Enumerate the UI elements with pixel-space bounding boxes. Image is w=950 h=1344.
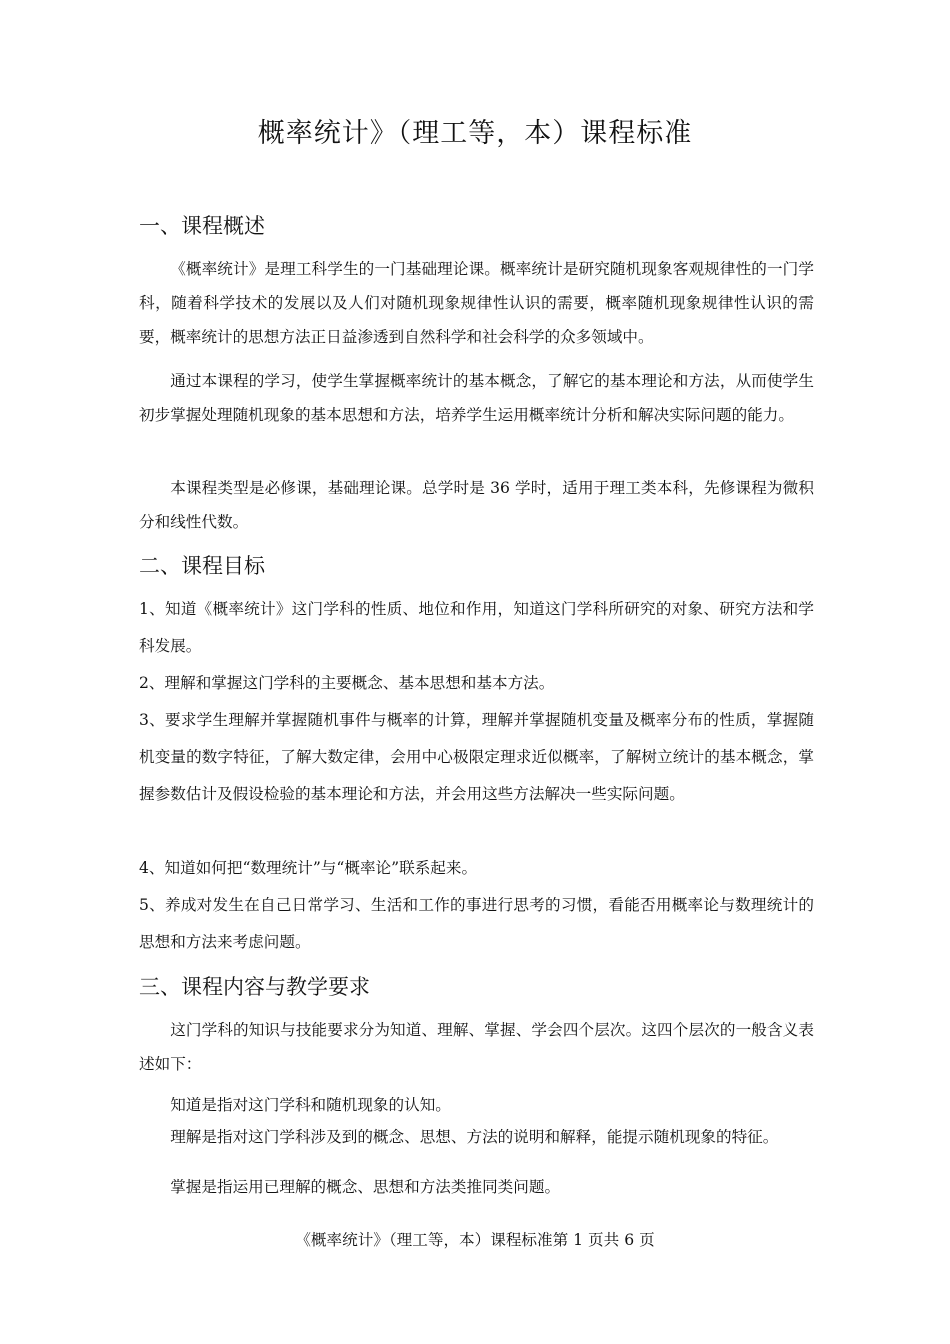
definition-know: 知道是指对这门学科和随机现象的认知。 [170, 1096, 451, 1114]
overview-paragraph-2: 通过本课程的学习，使学生掌握概率统计的基本概念，了解它的基本理论和方法，从而使学生初步掌握处理随机现象的基本思想和方法，培养学生运用概率统计分析和解决实际问题的能力。 [139, 372, 814, 424]
definition-master: 掌握是指运用已理解的概念、思想和方法类推同类问题。 [170, 1178, 561, 1196]
page-footer: 《概率统计》（理工等，本）课程标准第 1 页共 6 页 [295, 1231, 655, 1249]
document-title: 概率统计》（理工等，本）课程标准 [257, 118, 693, 149]
goal-item-3: 3、要求学生理解并掌握随机事件与概率的计算，理解并掌握随机变量及概率分布的性质，掌握随机变量的数字特征，了解大数定律，会用中心极限定理求近似概率，了解树立统计的基本概念，掌握参数估计及假设检验的基本理论和方法，并会用这些方法解决一些实际问题。 [139, 711, 814, 803]
overview-paragraph-3: 本课程类型是必修课，基础理论课。总学时是 36 学时，适用于理工类本科，先修课程为微积分和线性代数。 [139, 479, 814, 531]
content-intro-paragraph: 这门学科的知识与技能要求分为知道、理解、掌握、学会四个层次。这四个层次的一般含义表述如下： [139, 1021, 814, 1073]
overview-paragraph-1: 《概率统计》是理工科学生的一门基础理论课。概率统计是研究随机现象客观规律性的一门学科，随着科学技术的发展以及人们对随机现象规律性认识的需要，概率随机现象规律性认识的需要，概率统计的思想方法正日益渗透到自然科学和社会科学的众多领域中。 [139, 260, 814, 346]
goal-item-5: 5、养成对发生在自己日常学习、生活和工作的事进行思考的习惯，看能否用概率论与数理统计的思想和方法来考虑问题。 [139, 896, 814, 951]
goal-item-2: 2、理解和掌握这门学科的主要概念、基本思想和基本方法。 [139, 674, 555, 692]
definition-understand: 理解是指对这门学科涉及到的概念、思想、方法的说明和解释，能提示随机现象的特征。 [170, 1128, 779, 1146]
goal-item-4: 4、知道如何把“数理统计”与“概率论”联系起来。 [139, 859, 478, 877]
goal-item-1: 1、知道《概率统计》这门学科的性质、地位和作用，知道这门学科所研究的对象、研究方法和学科发展。 [139, 600, 814, 655]
section-heading-goals: 二、课程目标 [139, 554, 265, 578]
section-heading-content: 三、课程内容与教学要求 [139, 975, 370, 999]
section-heading-overview: 一、课程概述 [139, 214, 265, 238]
